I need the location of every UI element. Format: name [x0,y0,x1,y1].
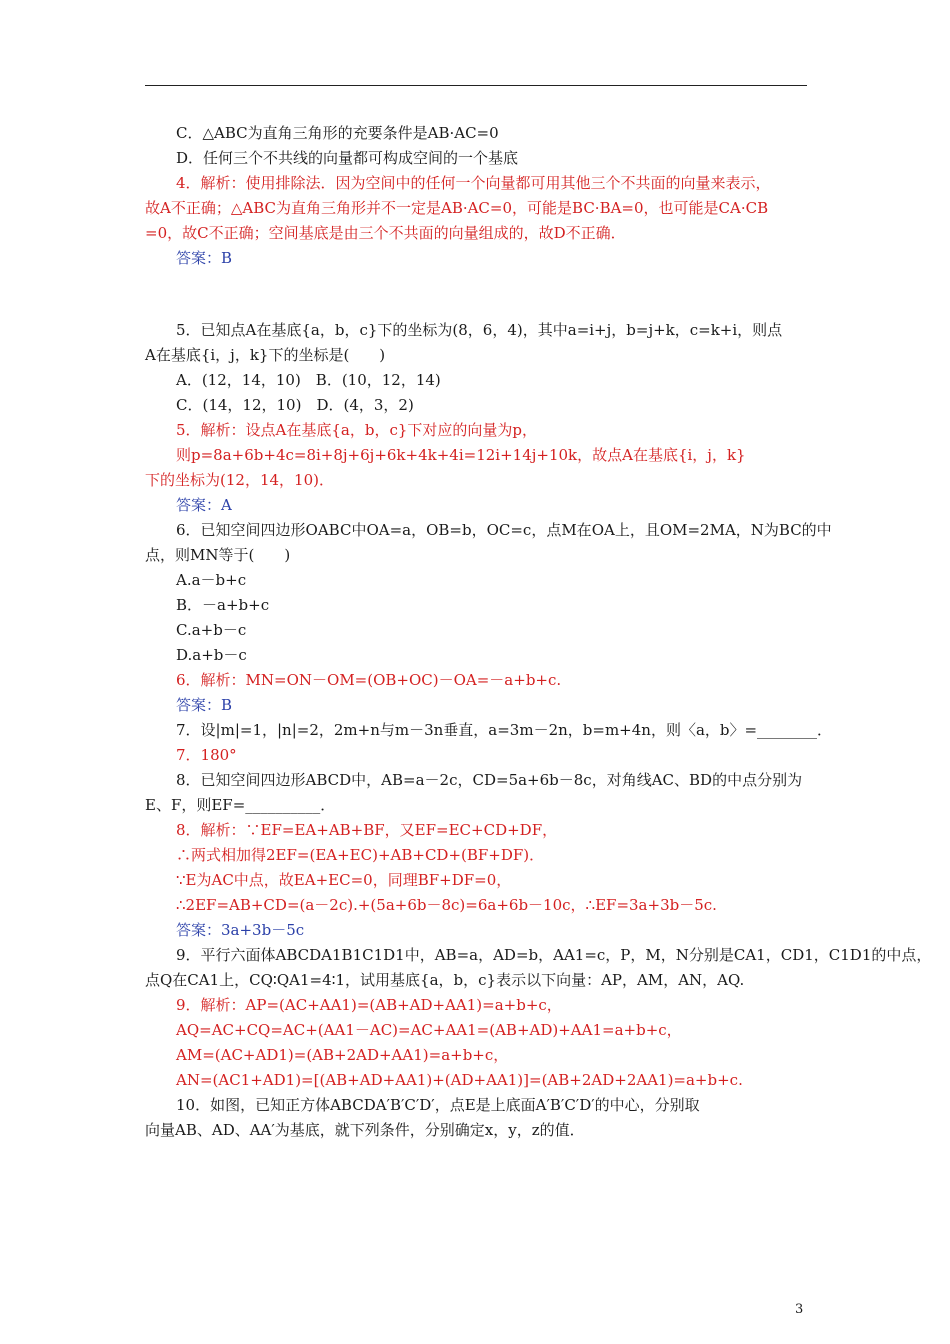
spacer [145,271,813,318]
header-rule [145,85,807,86]
text-line: 则p=8a+6b+4c=8i+8j+6j+6k+4k+4i=12i+14j+10k，故点A在基底{i，j，k} [176,446,746,464]
text-line: 答案：A [176,496,232,514]
text-line: 答案：B [176,696,233,714]
text-line: 4．解析：使用排除法．因为空间中的任何一个向量都可用其他三个不共面的向量来表示， [176,174,771,192]
text-line: 答案：B [176,249,233,267]
text-line: 8．解析：∵EF=EA+AB+BF，又EF=EC+CD+DF， [176,821,558,839]
text-line: 答案：3a+3b－5c [176,921,305,939]
text-line: C．(14，12，10) D．(4，3，2) [176,396,414,414]
text-line: 6．解析：MN=ON－OM=(OB+OC)－OA=－a+b+c. [176,671,562,689]
text-line: ∵E为AC中点，故EA+EC=0，同理BF+DF=0， [176,871,512,889]
text-line: B．－a+b+c [176,596,270,614]
text-line: 6．已知空间四边形OABC中OA=a，OB=b，OC=c，点M在OA上，且OM=2MA，N为BC的中 [176,521,832,539]
text-line: 向量AB、AD、AA′为基底，就下列条件，分别确定x，y，z的值． [145,1121,585,1139]
text-line: 5．解析：设点A在基底{a，b，c}下对应的向量为p， [176,421,538,439]
text-line: 9．平行六面体ABCDA1B1C1D1中，AB=a，AD=b，AA1=c，P，M，N分别是CA1，CD1，C1D1的中点， [176,946,932,964]
text-line: 8．已知空间四边形ABCD中，AB=a－2c，CD=5a+6b－8c，对角线AC、BD的中点分别为 [176,771,803,789]
text-line: A在基底{i，j，k}下的坐标是( ) [145,346,386,364]
text-line: AM=(AC+AD1)=(AB+2AD+AA1)=a+b+c， [176,1046,509,1064]
text-line: C.a+b－c [176,621,247,639]
text-line: 点Q在CA1上，CQ∶QA1=4∶1，试用基底{a，b，c}表示以下向量：AP，AM，AN，AQ. [145,971,745,989]
text-line: 点，则MN等于( ) [145,546,291,564]
text-line: A．(12，14，10) B．(10，12，14) [176,371,441,389]
text-line: 7．设|m|=1，|n|=2，2m+n与m－3n垂直，a=3m－2n，b=m+4n，则〈a，b〉=________． [176,721,833,739]
text-line: ∴2EF=AB+CD=(a－2c).+(5a+6b－8c)=6a+6b－10c，∴EF=3a+3b－5c. [176,896,717,914]
page-number: 3 [795,1302,804,1317]
text-line: 10．如图，已知正方体ABCDA′B′C′D′，点E是上底面A′B′C′D′的中心，分别取 [176,1096,700,1114]
text-line: A.a－b+c [176,571,247,589]
text-line: 下的坐标为(12，14，10)． [145,471,334,489]
text-line: D．任何三个不共线的向量都可构成空间的一个基底 [176,149,519,167]
page-content [145,121,932,1143]
text-line: 5．已知点A在基底{a，b，c}下的坐标为(8，6，4)，其中a=i+j，b=j+k，c=k+i，则点 [176,321,783,339]
text-line: AN=(AC1+AD1)=[(AB+AD+AA1)+(AD+AA1)]=(AB+2AD+2AA1)=a+b+c. [176,1071,743,1089]
text-line: AQ=AC+CQ=AC+(AA1－AC)=AC+AA1=(AB+AD)+AA1=a+b+c， [176,1021,682,1039]
text-line: 9．解析：AP=(AC+AA1)=(AB+AD+AA1)=a+b+c， [176,996,562,1014]
text-line: =0，故C不正确；空间基底是由三个不共面的向量组成的，故D不正确． [145,224,626,242]
text-line: 7．180° [176,746,237,764]
text-line: D.a+b－c [176,646,247,664]
text-line: 故A不正确；△ABC为直角三角形并不一定是AB·AC=0，可能是BC·BA=0，也可能是CA·CB [145,199,769,217]
text-line: ∴两式相加得2EF=(EA+EC)+AB+CD+(BF+DF)． [176,846,545,864]
text-line: C．△ABC为直角三角形的充要条件是AB·AC=0 [176,124,499,142]
text-line: E、F，则EF=__________． [145,796,336,814]
